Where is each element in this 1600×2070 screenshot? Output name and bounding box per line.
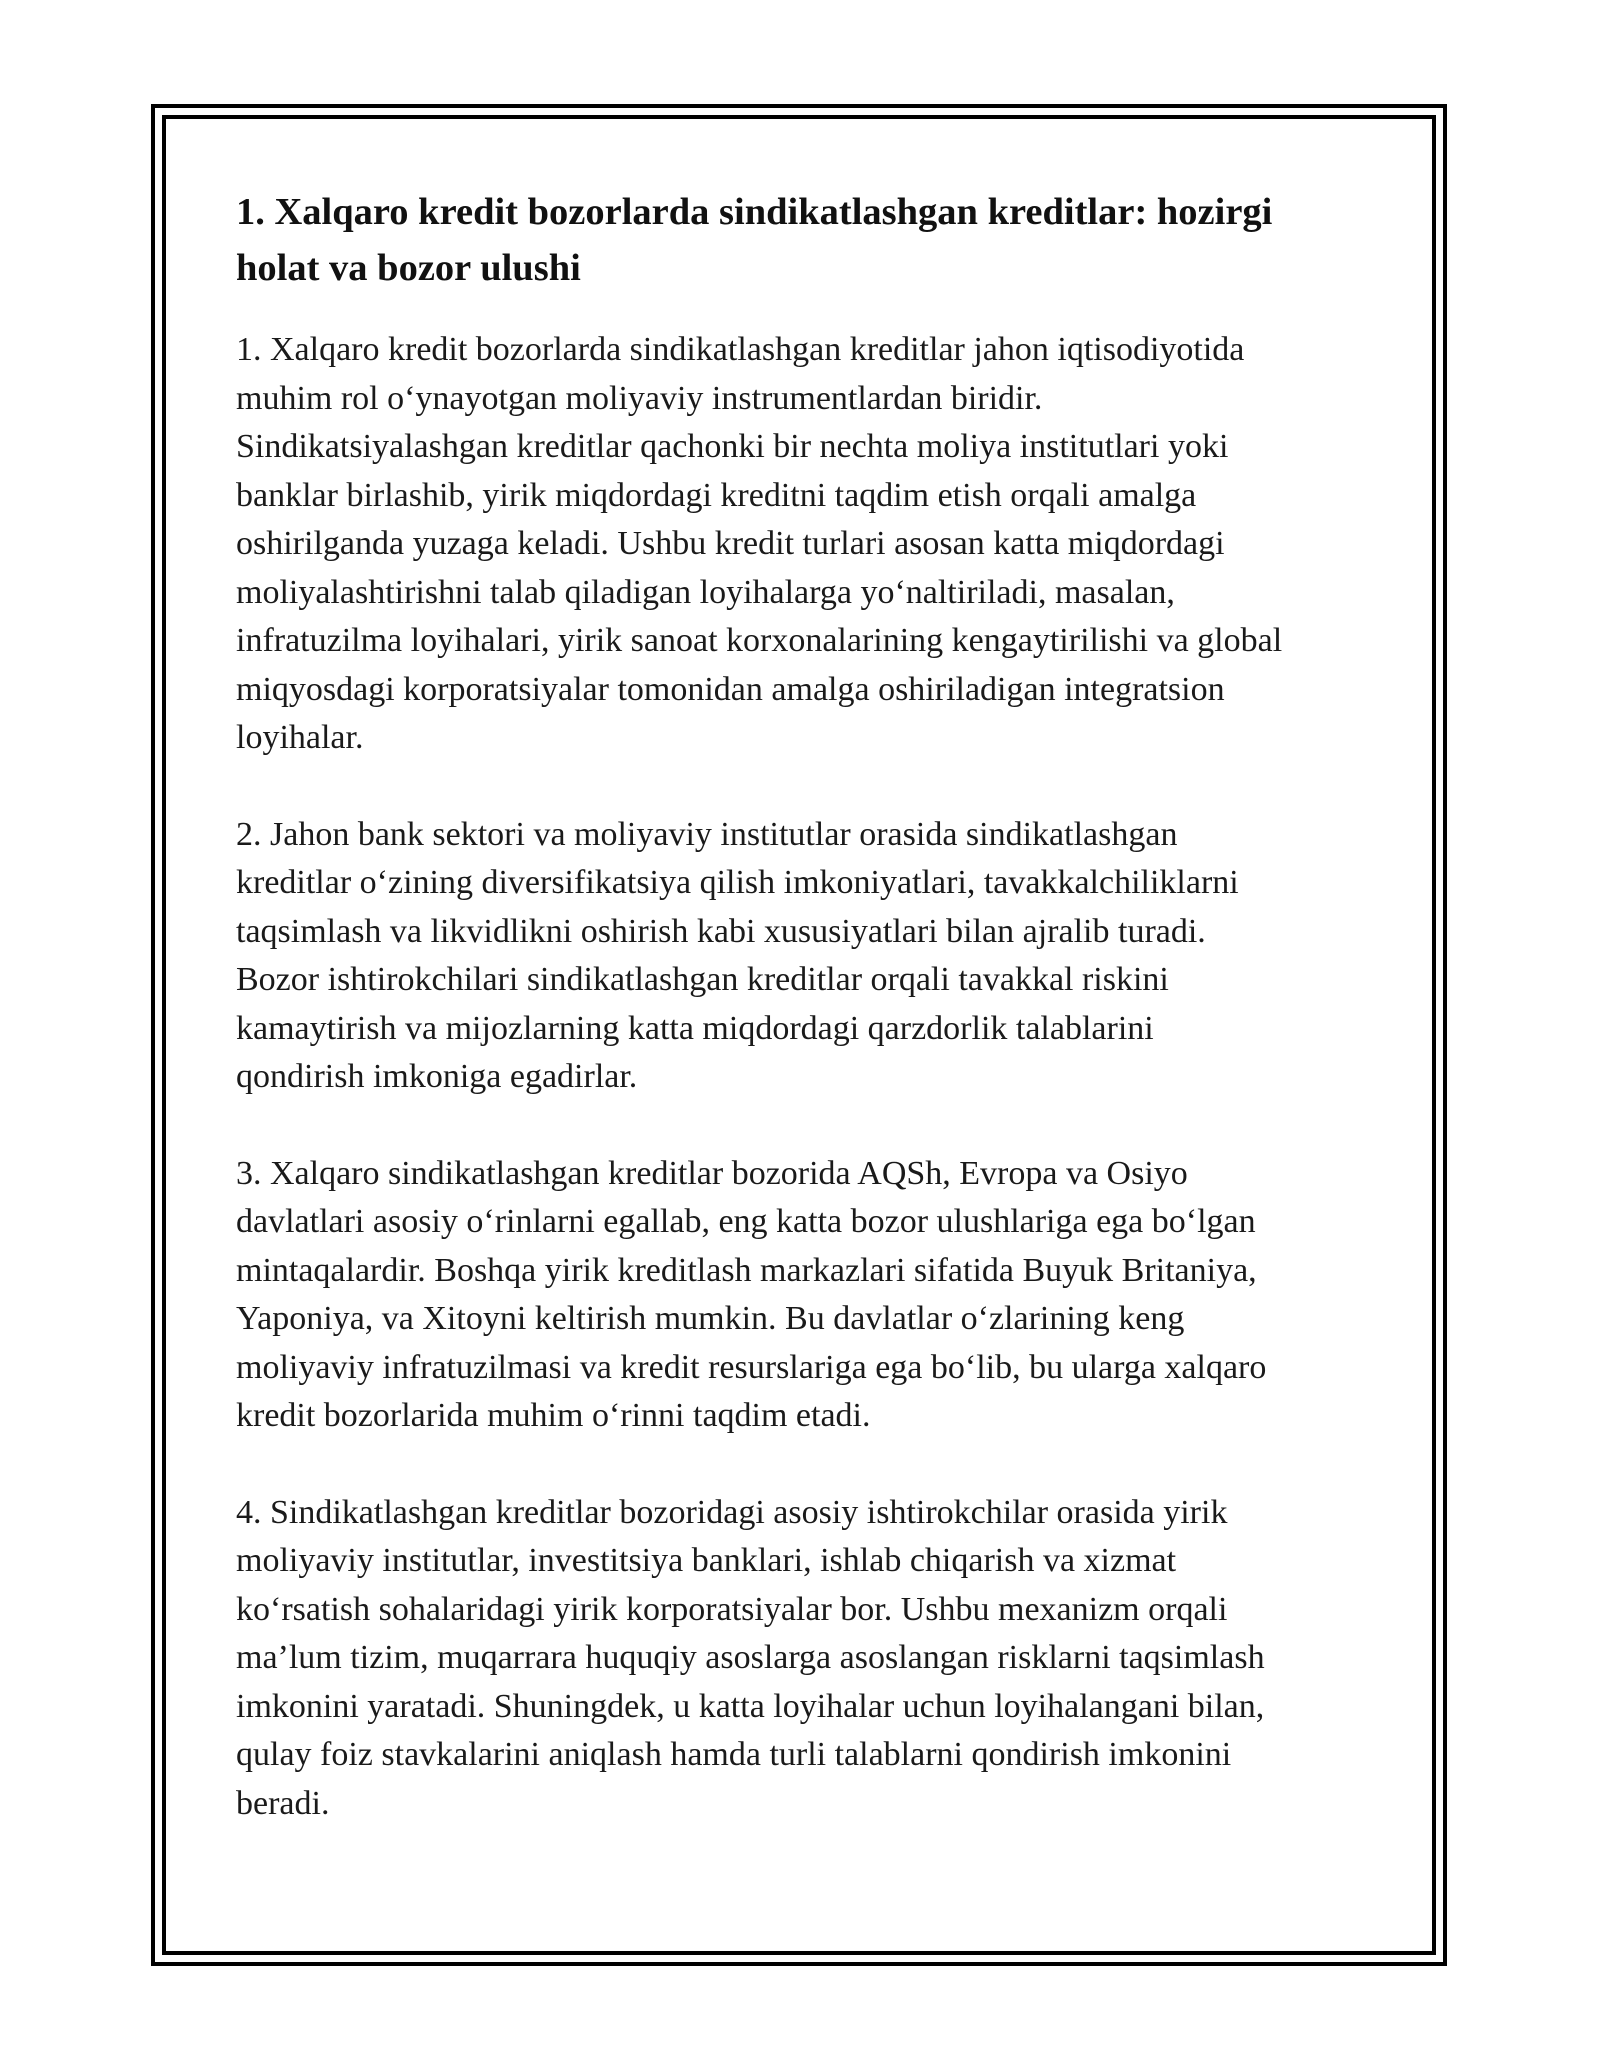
text-line: mintaqalardir. Boshqa yirik kreditlash markazlari sifatida Buyuk Britaniya, <box>236 1251 1257 1289</box>
text-line: beradi. <box>236 1784 330 1822</box>
text-line: oshirilganda yuzaga keladi. Ushbu kredit turlari asosan katta miqdordagi <box>236 525 1225 562</box>
text-line: Bozor ishtirokchilari sindikatlashgan kreditlar orqali tavakkal riskini <box>236 961 1169 998</box>
text-line: moliyalashtirishni talab qiladigan loyihalarga yo‘naltiriladi, masalan, <box>236 573 1175 611</box>
text-line: kredit bozorlarida muhim o‘rinni taqdim etadi. <box>236 1397 871 1434</box>
text-line: 3. Xalqaro sindikatlashgan kreditlar bozorida AQSh, Evropa va Osiyo <box>236 1154 1188 1192</box>
text-line: moliyaviy infratuzilmasi va kredit resurslariga ega bo‘lib, bu ularga xalqaro <box>236 1348 1267 1386</box>
text-line: 2. Jahon bank sektori va moliyaviy institutlar orasida sindikatlashgan <box>236 815 1178 853</box>
text-line: imkonini yaratadi. Shuningdek, u katta loyihalar uchun loyihalangani bilan, <box>236 1687 1265 1725</box>
heading-line: 1. Xalqaro kredit bozorlarda sindikatlashgan kreditlar: hozirgi <box>236 191 1273 233</box>
text-line: davlatlari asosiy o‘rinlarni egallab, eng katta bozor ulushlariga ega bo‘lgan <box>236 1203 1256 1240</box>
paragraph-2 <box>236 811 1376 1102</box>
text-line: muhim rol o‘ynayotgan moliyaviy instrumentlardan biridir. <box>236 379 1043 417</box>
heading-line: holat va bozor ulushi <box>236 247 581 289</box>
paragraph-3 <box>236 1150 1376 1441</box>
text-line: kreditlar o‘zining diversifikatsiya qilish imkoniyatlari, tavakkalchiliklarni <box>236 864 1239 901</box>
text-line: ko‘rsatish sohalaridagi yirik korporatsiyalar bor. Ushbu mexanizm orqali <box>236 1590 1228 1628</box>
text-line: qulay foiz stavkalarini aniqlash hamda turli talablarni qondirish imkonini <box>236 1736 1232 1773</box>
text-line: miqyosdagi korporatsiyalar tomonidan amalga oshiriladigan integratsion <box>236 670 1225 708</box>
text-line: taqsimlash va likvidlikni oshirish kabi xususiyatlari bilan ajralib turadi. <box>236 912 1206 950</box>
text-line: 1. Xalqaro kredit bozorlarda sindikatlashgan kreditlar jahon iqtisodiyotida <box>236 331 1245 368</box>
text-line: loyihalar. <box>236 719 364 756</box>
text-line: qondirish imkoniga egadirlar. <box>236 1058 638 1095</box>
text-line: banklar birlashib, yirik miqdordagi kreditni taqdim etish orqali amalga <box>236 476 1197 514</box>
text-line: ma’lum tizim, muqarrara huquqiy asoslarga asoslangan risklarni taqsimlash <box>236 1639 1265 1676</box>
text-line: moliyaviy institutlar, investitsiya banklari, ishlab chiqarish va xizmat <box>236 1542 1177 1579</box>
paragraph-4 <box>236 1489 1376 1829</box>
section-heading <box>236 184 1376 296</box>
document-body <box>236 184 1376 1876</box>
text-line: Yaponiya, va Xitoyni keltirish mumkin. Bu davlatlar o‘zlarining keng <box>236 1300 1185 1337</box>
text-line: infratuzilma loyihalari, yirik sanoat korxonalarining kengaytirilishi va global <box>236 622 1283 659</box>
text-line: 4. Sindikatlashgan kreditlar bozoridagi asosiy ishtirokchilar orasida yirik <box>236 1493 1228 1531</box>
text-line: kamaytirish va mijozlarning katta miqdordagi qarzdorlik talablarini <box>236 1009 1154 1047</box>
paragraph-1 <box>236 326 1376 763</box>
text-line: Sindikatsiyalashgan kreditlar qachonki bir nechta moliya institutlari yoki <box>236 428 1229 465</box>
